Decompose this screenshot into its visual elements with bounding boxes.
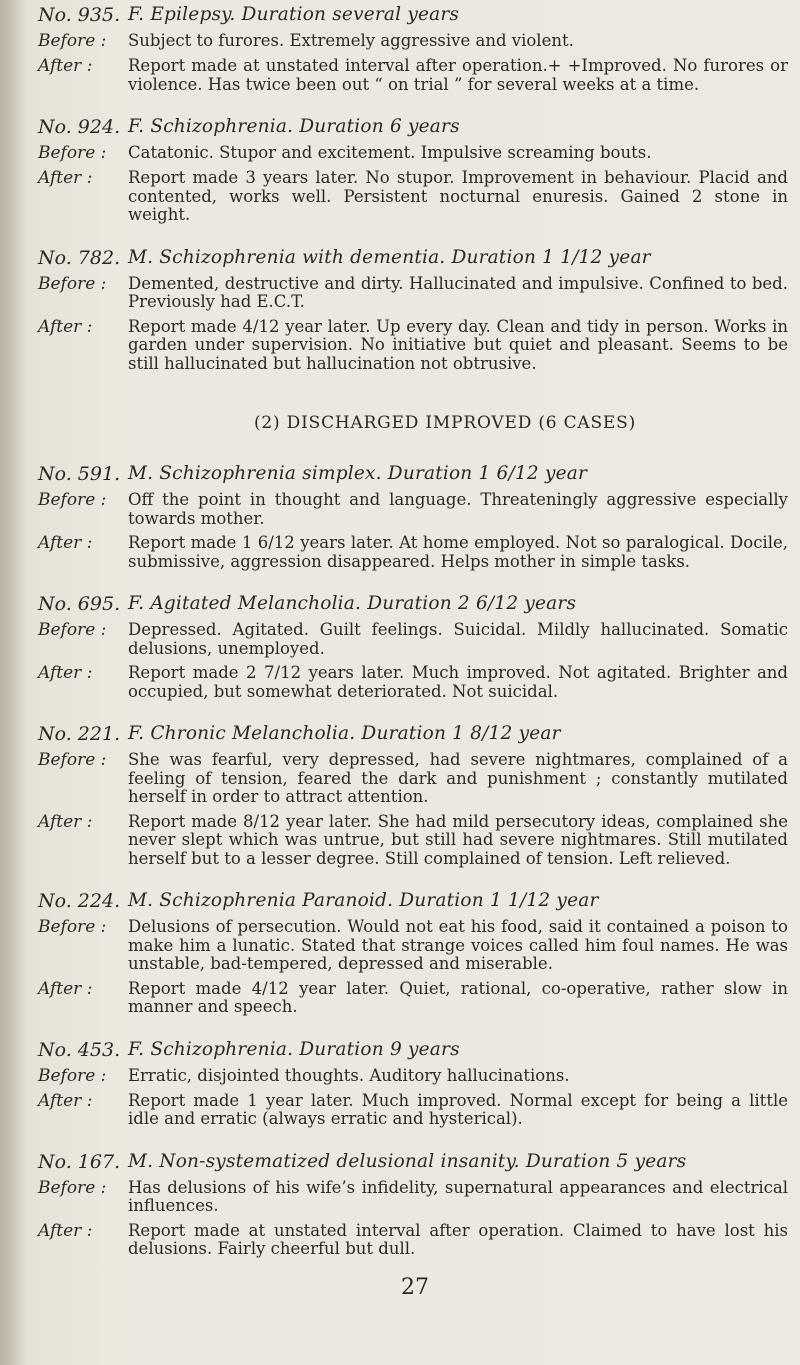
case-heading: F. Chronic Melancholia. Duration 1 8/12 year (128, 723, 561, 744)
case-list (38, 4, 788, 1259)
after-text: Report made at unstated interval after operation. Claimed to have lost his delusions. Fairly cheerful but dull. (128, 1220, 788, 1258)
case-number: No. 695. (38, 593, 121, 615)
case-heading: F. Epilepsy. Duration several years (128, 4, 460, 25)
after-label: After : (38, 316, 93, 337)
case-entry (38, 1039, 788, 1129)
case-heading: M. Schizophrenia Paranoid. Duration 1 1/12 year (128, 890, 599, 911)
case-entry (38, 723, 788, 868)
binding-shadow (0, 0, 26, 1365)
page-number: 27 (401, 1275, 429, 1300)
case-heading: F. Agitated Melancholia. Duration 2 6/12 years (128, 593, 577, 614)
case-entry (38, 1151, 788, 1259)
section-title: (2) DISCHARGED IMPROVED (6 CASES) (254, 413, 636, 433)
after-label: After : (38, 533, 93, 553)
after-text: Report made 4/12 year later. Up every day. Clean and tidy in person. Works in garden under supervision. No initiative but quiet and pleasant. Seems to be still hallucinated but hallucination not obtrusive. (128, 316, 788, 373)
case-number: No. 935. (38, 4, 121, 26)
after-text: Report made at unstated interval after operation.+ +Improved. No furores or violence. Has twice been out “ on trial ” for several weeks at a time. (128, 56, 788, 94)
before-text: She was fearful, very depressed, had severe nightmares, complained of a feeling of tension, feared the dark and punishment ; constantly mutilated herself in order to attract attention. (128, 750, 788, 806)
before-label: Before : (38, 1065, 107, 1086)
case-entry (38, 463, 788, 571)
case-number: No. 453. (38, 1038, 121, 1061)
before-text: Off the point in thought and language. Threateningly aggressive especially towards mother. (128, 490, 788, 528)
case-entry (38, 4, 788, 94)
case-number: No. 167. (38, 1150, 121, 1173)
before-label: Before : (38, 917, 107, 937)
before-text: Catatonic. Stupor and excitement. Impulsive screaming bouts. (128, 143, 652, 162)
case-number: No. 221. (38, 723, 121, 745)
after-text: Report made 1 year later. Much improved. Normal except for being a little idle and erratic (always erratic and hysterical). (128, 1090, 788, 1128)
before-text: Depressed. Agitated. Guilt feelings. Suicidal. Mildly hallucinated. Somatic delusions, unemployed. (128, 620, 788, 658)
after-text: Report made 3 years later. No stupor. Improvement in behaviour. Placid and contented, works well. Persistent nocturnal enuresis. Gained 2 stone in weight. (128, 168, 788, 224)
before-text: Has delusions of his wife’s infidelity, supernatural appearances and electrical influences. (128, 1177, 788, 1215)
case-heading: M. Schizophrenia with dementia. Duration 1 1/12 year (128, 246, 651, 268)
case-number: No. 224. (38, 890, 121, 912)
after-label: After : (38, 1220, 93, 1241)
before-label: Before : (38, 273, 107, 294)
after-text: Report made 2 7/12 years later. Much improved. Not agitated. Brighter and occupied, but somewhat deteriorated. Not suicidal. (128, 663, 788, 701)
after-text: Report made 1 6/12 years later. At home employed. Not so paralogical. Docile, submissive, aggression disappeared. Helps mother in simple tasks. (128, 533, 788, 571)
case-heading: M. Schizophrenia simplex. Duration 1 6/12 year (128, 463, 588, 484)
case-heading: M. Non-systematized delusional insanity. Duration 5 years (128, 1150, 687, 1172)
after-label: After : (38, 978, 93, 999)
before-text: Erratic, disjointed thoughts. Auditory hallucinations. (128, 1065, 570, 1085)
after-label: After : (38, 663, 93, 683)
after-text: Report made 8/12 year later. She had mild persecutory ideas, complained she never slept which was untrue, but still had severe nightmares. Still mutilated herself but to a lesser degree. Still complained of tension. Left relieved. (128, 811, 788, 868)
after-label: After : (38, 811, 93, 832)
after-label: After : (38, 1090, 93, 1111)
after-label: After : (38, 168, 93, 188)
case-heading: F. Schizophrenia. Duration 9 years (128, 1038, 460, 1060)
case-number: No. 782. (38, 246, 121, 269)
before-text: Demented, destructive and dirty. Hallucinated and impulsive. Confined to bed. Previously had E.C.T. (128, 273, 788, 311)
case-entry (38, 116, 788, 225)
case-number: No. 924. (38, 116, 121, 138)
before-label: Before : (38, 143, 107, 163)
before-text: Subject to furores. Extremely aggressive and violent. (128, 31, 574, 50)
before-text: Delusions of persecution. Would not eat his food, said it contained a poison to make him a lunatic. Stated that strange voices called him foul names. He was unstable, bad-tempered, depressed and miserable. (128, 917, 788, 973)
before-label: Before : (38, 750, 107, 770)
before-label: Before : (38, 1177, 107, 1198)
after-text: Report made 4/12 year later. Quiet, rational, co-operative, rather slow in manner and speech. (128, 978, 788, 1016)
case-entry (38, 593, 788, 701)
before-label: Before : (38, 490, 107, 510)
before-label: Before : (38, 31, 107, 51)
case-number: No. 591. (38, 463, 121, 485)
after-label: After : (38, 56, 93, 76)
before-label: Before : (38, 620, 107, 640)
case-entry (38, 890, 788, 1017)
case-heading: F. Schizophrenia. Duration 6 years (128, 116, 460, 137)
case-entry (38, 247, 788, 374)
